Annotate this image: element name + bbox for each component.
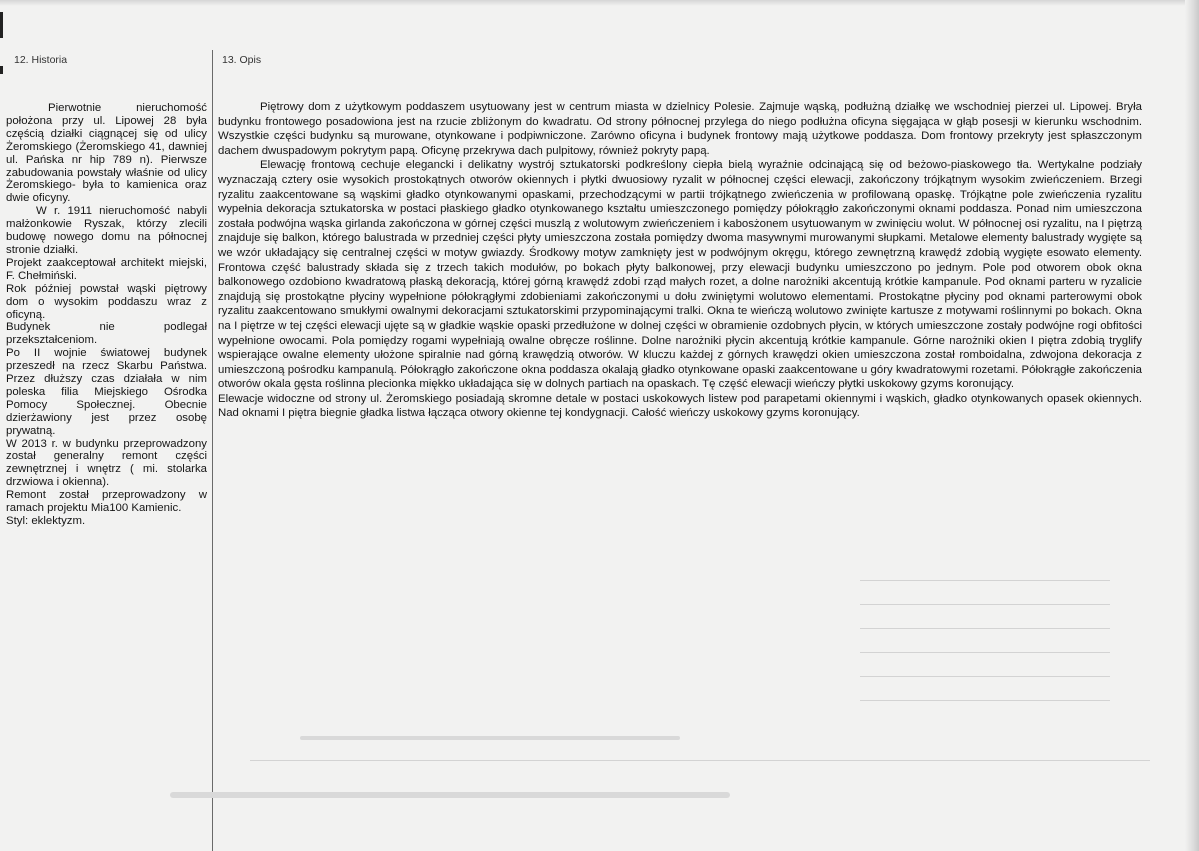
description-paragraph: Elewację frontową cechuje elegancki i delikatny wystrój sztukatorski podkreślony ciepła bielą wyraźnie odcinającą się od beżowo-piaskowego tła. Wertykalne podziały wyznaczają cztery osie wysokich prostokątnych otworów okiennych i płytki dwuosiowy ryzalit w północnej części elewacji, zakończony trójkątnym wysokim zwieńczeniem. Brzegi ryzalitu zaakcentowane są wąskimi gładko otynkowanymi opaskami, przechodzącymi w partii trójkątnego zwieńczenia w profilowaną opaskę. Trójkątne pole zwieńczenia ryzalitu wypełnia dekoracja sztukatorska w postaci płaskiego gładko otynkowanego kształtu umieszczonego pomiędzy półokrągło zakończonymi oknami poddasza. Ponad nim umieszczona została podwójna wąska girlanda zakończona w górnej części muszlą z wolutowym zwieńczeniem i kabosżonem usytuowanym w zwinięciu wolut. W północnej osi ryzalitu, na I piętrzą znajduje się balkon, którego balustrada w przedniej części płyty umieszczona została pomiędzy dwoma masywnymi murowanymi słupkami. Metalowe elementy balustrady wygięte są we wzór układający się centralnej części w motyw gwiazdy. Środkowy motyw zamknięty jest w podwójnym okręgu, którego zewnętrzną krawędź zdobią wygięte esowato elementy. Frontowa część balustrady składa się z trzech takich modułów, po bokach płyty balkonowej, przy elewacji budynku umieszczono po jednym. Pole pod otworem obok okna balkonowego ozdobiono kwadratową płaską dekoracją, której górną krawędź zdobi rząd małych rozet, a dolne narożniki akcentują krótkie kampanule. Pod oknami parteru w ryzalicie znajdują się prostokątne płyciny wypełnione półokrągłymi zdobieniami zakończonymi u dołu zwiniętymi wolutowo elementami. Prostokątne płyciny pod oknami parterowymi obok ryzalitu zaakcentowano smukłymi owalnymi dekoracjami sztukatorskimi przypominającymi tralki. Okna te wieńczą wolutowo zwinięte kartusze z motywami roślinnymi po bokach. Okna na I piętrze w tej części elewacji ujęte są w gładkie wąskie opaski przedłużone w dolnej części w obramienie ozdobnych płycin, w których umieszczone zostały podwójne rogi obfitości wypełnione owocami. Pola pomiędzy rogami wypełniają owalne obręcze roślinne. Dolne narożniki płycin akcentują krótkie kampanule. Górne narożniki okien I piętra zdobią tryglify wspierające owalne elementy ułożone spiralnie nad górną krawędzią otworów. W kluczu każdej z górnych krawędzi okien umieszczona został romboidalna, zdwojona dekoracja z umieszczoną pośrodku kampanulą. Półokrągło zakończone okna poddasza okalają gładko otynkowane opaski zaakcentowane u góry kwadratowymi rozetami. Półokrągłe zakończenia otworów okala gęsta roślinna plecionka miękko układająca się w dolnych partiach na opaskach. Tę część elewacji wieńczy płytki uskokowy gzyms koronujący. <box>218 159 1142 391</box>
scan-right-edge <box>1185 0 1199 851</box>
description-paragraph: Piętrowy dom z użytkowym poddaszem usytuowany jest w centrum miasta w dzielnicy Polesie. Zajmuje wąską, podłużną działkę we wschodniej pierzei ul. Lipowej. Bryła budynku frontowego posadowiona jest na rzucie zbliżonym do kwadratu. Od strony północnej przylega do niego podłużna oficyna sięgająca w głąb posesji w kierunku wschodnim. Wszystkie części budynku są murowane, otynkowane i podpiwniczone. Zarówno oficyna i budynek frontowy mają użytkowe poddasza. Dom frontowy przekryty jest spłaszczonym dachem dwuspadowym pokrytym papą. Oficynę przekrywa dach pulpitowy, również pokryty papą. <box>218 101 1142 157</box>
bleed-through-line <box>860 604 1110 605</box>
bleed-through-line <box>860 628 1110 629</box>
bleed-through-line <box>860 676 1110 677</box>
bleed-through-line <box>860 652 1110 653</box>
scan-edge-mark <box>0 66 3 74</box>
history-paragraph: W 2013 r. w budynku przeprowadzony został generalny remont części zewnętrznej i wnętrz ( mi. stolarka drzwiowa i okienna). <box>6 437 207 489</box>
column-divider <box>212 50 213 851</box>
history-paragraph: Po II wojnie światowej budynek przeszedł na rzecz Skarbu Państwa. Przez dłuższy czas działała w nim poleska filia Miejskiego Ośrodka Pomocy Społecznej. Obecnie dzierżawiony jest przez osobę prywatną. <box>6 347 207 437</box>
history-paragraph: Styl: eklektyzm. <box>6 515 86 527</box>
description-heading: 13. Opis <box>222 54 262 66</box>
bleed-through-line <box>860 580 1110 581</box>
history-paragraph: Rok później powstał wąski piętrowy dom o wysokim poddaszu wraz z oficyną. <box>6 282 207 321</box>
bleed-through-line <box>860 700 1110 701</box>
bleed-through-line <box>250 760 1150 761</box>
history-heading: 12. Historia <box>14 54 68 66</box>
description-paragraph: Elewacje widoczne od strony ul. Żeromskiego posiadają skromne detale w postaci uskokowych listew pod parapetami okiennymi i wąskich, gładko otynkowanych opasek okiennych. Nad oknami I piętra biegnie gładka listwa łącząca otwory okienne tej kondygnacji. Całość wieńczy uskokowy gzyms koronujący. <box>218 392 1142 420</box>
bleed-through-smudge <box>300 736 680 740</box>
history-paragraph: Budynek nie podlegał przekształceniom. <box>6 321 207 347</box>
history-paragraph: W r. 1911 nieruchomość nabyli małżonkowie Ryszak, którzy zlecili budowę nowego domu na północnej stronie działki. <box>6 205 207 256</box>
history-column <box>6 102 207 528</box>
history-paragraph: Remont został przeprowadzony w ramach projektu Mia100 Kamienic. <box>6 489 207 515</box>
scan-top-shadow <box>0 0 1199 6</box>
history-paragraph: Projekt zaakceptował architekt miejski, F. Chełmiński. <box>6 256 207 282</box>
history-paragraph: Pierwotnie nieruchomość położona przy ul. Lipowej 28 była częścią działki ciągnącej się od ulicy Żeromskiego (Żeromskiego 41, dawniej ul. Pańska nr hip 789 n). Pierwsze zabudowania powstały właśnie od ulicy Żeromskiego- była to kamienica oraz dwie oficyny. <box>6 102 207 205</box>
description-column <box>218 100 1142 421</box>
bleed-through-smudge <box>170 792 730 798</box>
scan-edge-mark <box>0 12 3 38</box>
